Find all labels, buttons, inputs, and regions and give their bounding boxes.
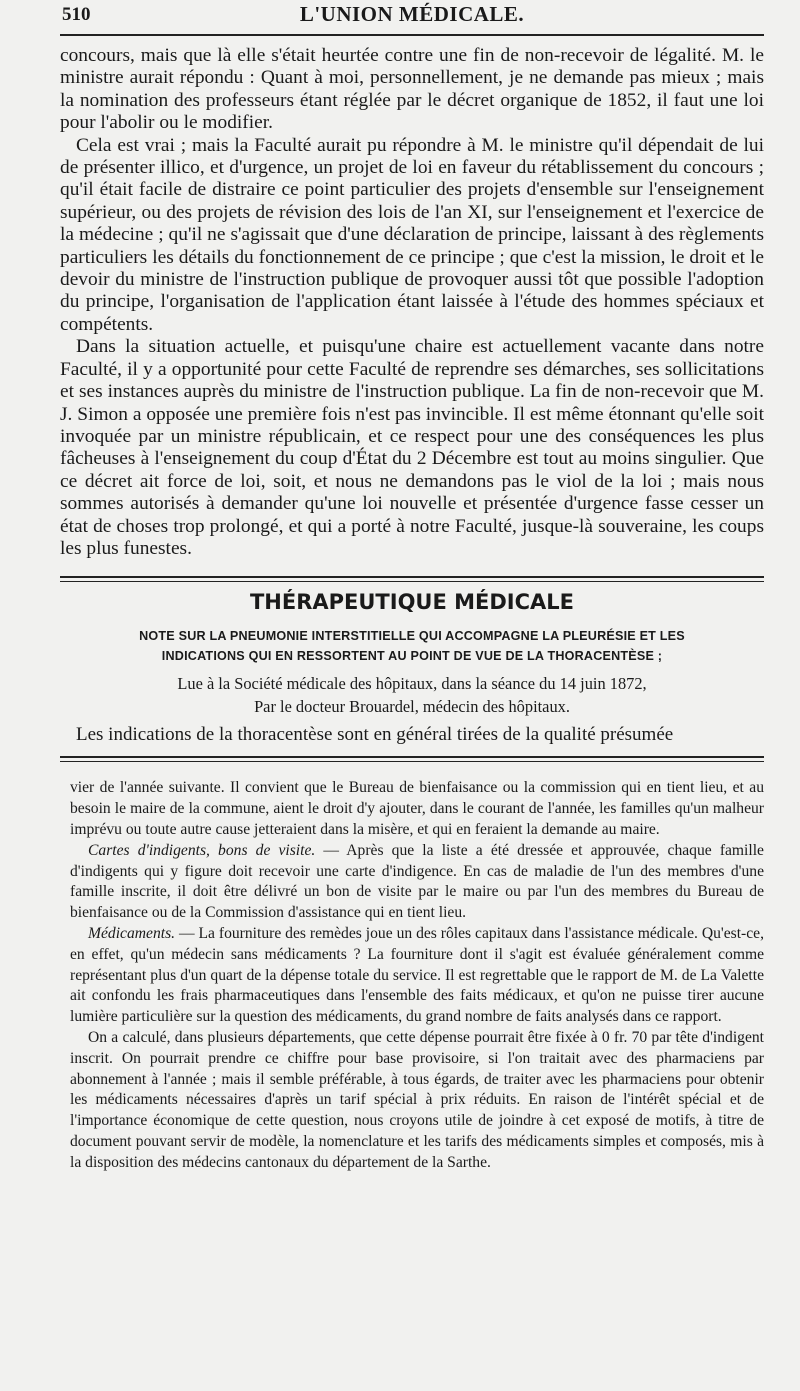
article-title bbox=[60, 626, 764, 666]
paragraph-body: — La fourniture des remèdes joue un des rôles capitaux dans l'assistance médicale. Qu'est-ce, en effet, qu'un médecin sans médicaments ? La fourniture dont il s'agit est évaluée généralement comme représentant plus d'un quart de la dépense totale du service. Il est regrettable que le rapport de M. de La Valette ait confondu les frais pharmaceutiques dans l'ensemble des faits médicaux, et qu'on ne puisse tirer aucune lumière particulière sur la question des médicaments, du grand nombre de faits analysés dans ce rapport. bbox=[70, 924, 764, 1026]
article-title-line: NOTE SUR LA PNEUMONIE INTERSTITIELLE QUI ACCOMPAGNE LA PLEURÉSIE ET LES bbox=[139, 629, 685, 644]
paragraph bbox=[70, 841, 764, 924]
paragraph-label: Cartes d'indigents, bons de visite. bbox=[88, 841, 316, 859]
paragraph: Cela est vrai ; mais la Faculté aurait pu répondre à M. le ministre qu'il dépendait de lui de présenter illico, et d'urgence, un projet de loi en faveur du rétablissement du concours ; qu'il était facile de distraire ce point particulier des projets d'ensemble sur l'enseignement supérieur, ou des projets de révision des lois de l'an XI, sur l'enseignement et l'exercice de la médecine ; qu'il ne s'agissait que d'une déclaration de principe, laissant à des règlements particuliers les détails du fonctionnement de ce principe ; que c'est la mission, le droit et le devoir du ministre de l'instruction publique de provoquer aussi tôt que possible l'adoption du principe, l'organisation de l'application étant laissée à l'étude des hommes spéciaux et compétents. bbox=[60, 134, 764, 335]
assistance-text bbox=[60, 778, 764, 1173]
article-lead: Les indications de la thoracentèse sont en général tirées de la qualité présumée bbox=[76, 724, 674, 746]
paragraph-body: — Après que la liste a été dressée et approuvée, chaque famille d'indigents qui y figure doit recevoir une carte d'indigence. En cas de maladie de l'un des membres d'une famille inscrite, il doit être délivré un bon de visite par le maire ou par l'un des membres du Bureau de bienfaisance ou de la Commission d'assistance qui en tient lieu. bbox=[70, 841, 764, 922]
paragraph: concours, mais que là elle s'était heurtée contre une fin de non-recevoir de légalité. M. le ministre aurait répondu : Quant à moi, personnellement, je ne demande pas mieux ; mais la nomination des professeurs étant réglée par le décret organique de 1852, il faut une loi pour l'abolir ou le modifier. bbox=[60, 45, 764, 134]
journal-title: L'UNION MÉDICALE. bbox=[299, 2, 525, 26]
section-divider bbox=[60, 576, 764, 582]
byline bbox=[60, 672, 764, 718]
paragraph: On a calculé, dans plusieurs départements, que cette dépense pourrait être fixée à 0 fr. 70 par tête d'indigent inscrit. On pourrait prendre ce chiffre pour base provisoire, si l'on traitait avec des pharmaciens par abonnement à l'année ; mais il semble préférable, à tous égards, de traiter avec les pharmaciens pour obtenir les médicaments nécessaires d'après un tarif spécial à prix réduits. En raison de l'intérêt spécial et de l'importance économique de cette question, nous croyons utile de joindre à cet exposé de motifs, à titre de document pouvant servir de modèle, la nomenclature et les tarifs des médicaments simples et composés, mis à la disposition des médecins cantonaux du département de la Sarthe. bbox=[70, 1028, 764, 1171]
section-title: THÉRAPEUTIQUE MÉDICALE bbox=[249, 590, 575, 615]
paragraph-label: Médicaments. bbox=[88, 924, 176, 942]
read-at-line: Lue à la Société médicale des hôpitaux, dans la séance du 14 juin 1872, bbox=[177, 674, 647, 694]
paragraph: vier de l'année suivante. Il convient que le Bureau de bienfaisance ou la commission qui en tient lieu, et au besoin le maire de la commune, aient le droit d'y ajouter, dans le courant de l'année, les familles qu'un malheur imprévu ou toute autre cause jetteraient dans la misère, et qui en feraient la demande au maire. bbox=[70, 779, 764, 838]
running-head bbox=[60, 0, 764, 36]
paragraph bbox=[70, 924, 764, 1028]
page-number: 510 bbox=[62, 4, 91, 25]
lower-divider bbox=[60, 756, 764, 762]
article-title-line: INDICATIONS QUI EN RESSORTENT AU POINT DE VUE DE LA THORACENTÈSE ; bbox=[161, 649, 663, 664]
paragraph: Dans la situation actuelle, et puisqu'une chaire est actuellement vacante dans notre Faculté, il y a opportunité pour cette Faculté de reprendre ses démarches, ses sollicitations et ses instances auprès du ministre de l'instruction publique. La fin de non-recevoir que M. J. Simon a opposée une première fois n'est pas invincible. Il est même étonnant qu'elle soit invoquée par un ministre républicain, et ce respect pour une des conséquences les plus fâcheuses à l'enseignement du coup d'État du 2 Décembre est tout au moins singulier. Que ce décret ait force de loi, soit, et nous ne demandons pas le viol de la loi ; mais nous sommes autorisés à demander qu'une loi nouvelle et présentée d'urgence fasse cesser un état de choses trop prolongé, et qui a porté à notre Faculté, jusque-là souveraine, les coups les plus funestes. bbox=[60, 336, 764, 559]
author-line: Par le docteur Brouardel, médecin des hôpitaux. bbox=[254, 697, 570, 717]
editorial-text bbox=[60, 45, 764, 560]
